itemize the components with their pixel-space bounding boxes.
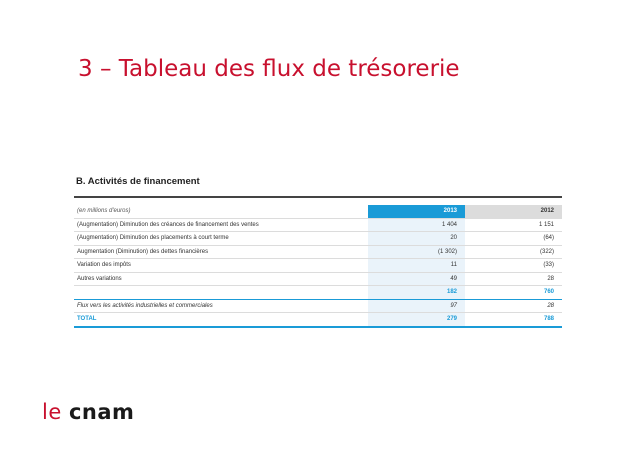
flux-2013: 97: [368, 299, 465, 313]
subtotal-label: [74, 286, 368, 300]
value-2012: (64): [465, 232, 562, 246]
value-2012: (33): [465, 259, 562, 273]
cash-flow-table: [74, 205, 562, 328]
value-2012: (322): [465, 245, 562, 259]
financing-section: [74, 176, 562, 328]
section-title: B. Activités de financement: [76, 176, 200, 187]
cnam-logo: [42, 400, 134, 424]
subtotal-row: [74, 286, 562, 300]
value-2013: (1 302): [368, 245, 465, 259]
subtotal-2013: 182: [368, 286, 465, 300]
column-header-2012: 2012: [465, 205, 562, 218]
flux-2012: 28: [465, 299, 562, 313]
logo-name: cnam: [68, 400, 135, 424]
value-2013: 11: [368, 259, 465, 273]
subtotal-2012: 760: [465, 286, 562, 300]
value-2012: 1 151: [465, 218, 562, 232]
row-label: Autres variations: [74, 272, 368, 286]
value-2013: 20: [368, 232, 465, 246]
row-label: (Augmentation) Diminution des placements à court terme: [74, 232, 368, 246]
table-row: [74, 218, 562, 232]
value-2013: 49: [368, 272, 465, 286]
unit-label: (en millions d'euros): [74, 205, 368, 218]
flux-row: [74, 299, 562, 313]
table-row: [74, 232, 562, 246]
row-label: (Augmentation) Diminution des créances de financement des ventes: [74, 218, 368, 232]
value-2012: 28: [465, 272, 562, 286]
row-label: Variation des impôts: [74, 259, 368, 273]
table-header-row: [74, 205, 562, 218]
table-row: [74, 259, 562, 273]
total-2013: 279: [368, 313, 465, 327]
row-label: Augmentation (Diminution) des dettes financières: [74, 245, 368, 259]
table-row: [74, 272, 562, 286]
total-2012: 788: [465, 313, 562, 327]
slide-title: 3 – Tableau des flux de trésorerie: [78, 56, 460, 82]
column-header-2013: 2013: [368, 205, 465, 218]
logo-prefix: le: [42, 400, 69, 424]
total-row: [74, 313, 562, 327]
table-row: [74, 245, 562, 259]
table-top-rule: [74, 196, 562, 198]
value-2013: 1 404: [368, 218, 465, 232]
flux-label: Flux vers les activités industrielles et commerciales: [74, 299, 368, 313]
total-label: TOTAL: [74, 313, 368, 327]
